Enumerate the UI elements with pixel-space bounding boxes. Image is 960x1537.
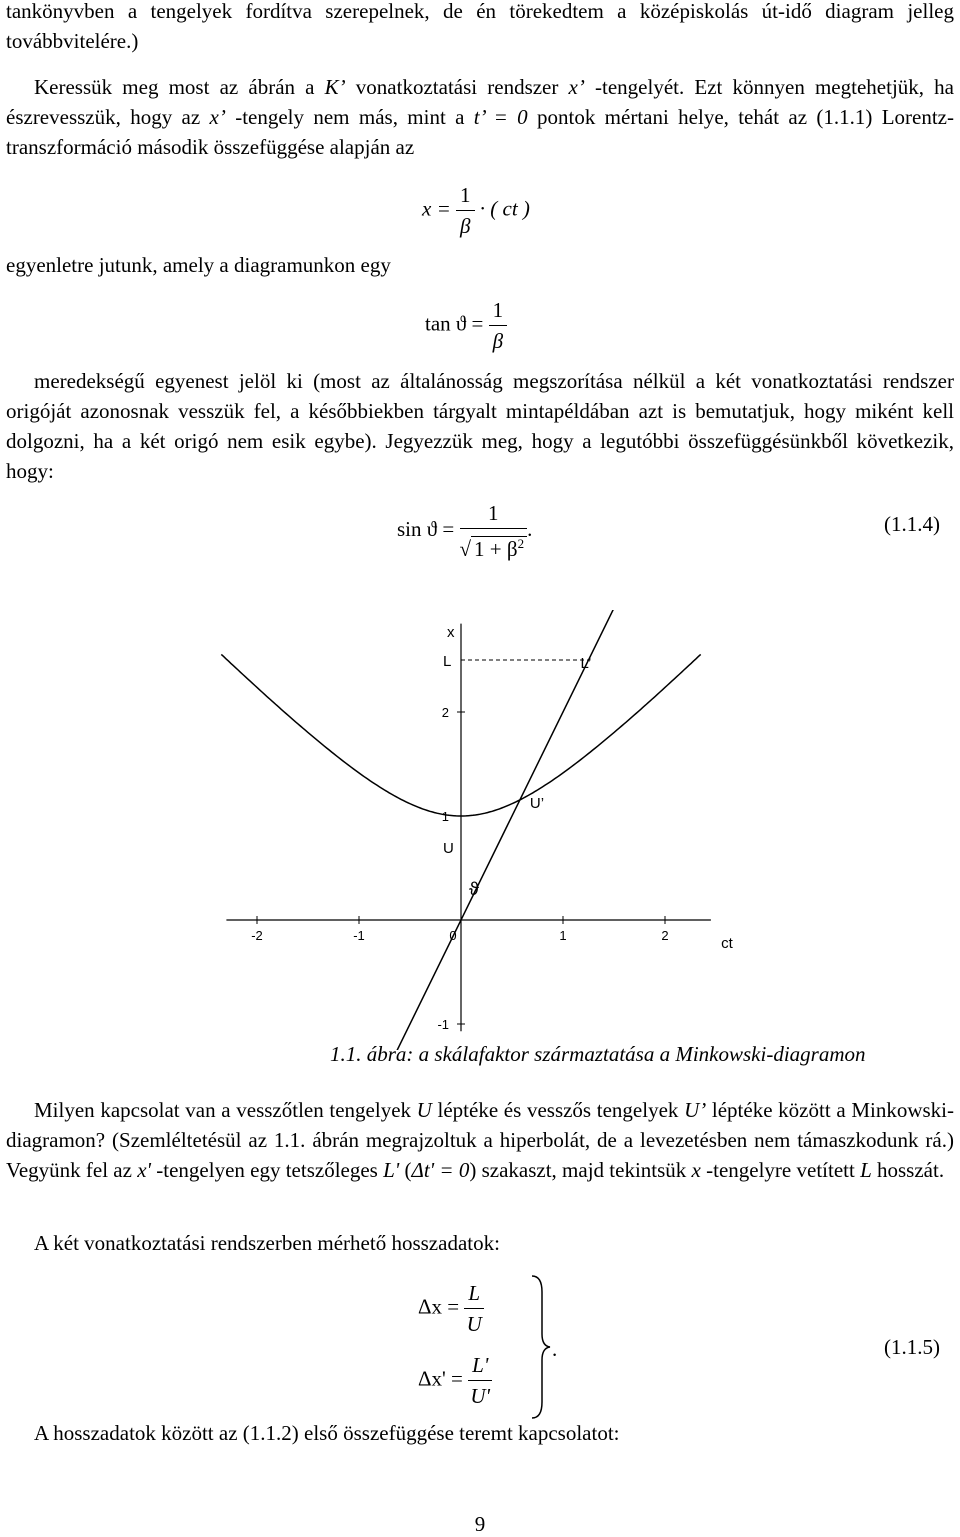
equation-lhs: Δx = [418, 1294, 460, 1319]
fraction-numerator: 1 [456, 180, 475, 211]
equation-number: (1.1.5) [884, 1335, 940, 1359]
label-theta: ϑ [469, 879, 480, 900]
fraction-numerator: 1 [489, 295, 508, 326]
fraction-denominator: β [460, 214, 471, 238]
equation-delta-x-prime [418, 1350, 492, 1411]
equation-tan-theta [425, 295, 507, 356]
fraction [464, 1278, 484, 1339]
text-run: pontok mértani helye, tehát az (1.1.1) Lorentz-transzformáció második összefüggése alapján az [6, 105, 954, 159]
paragraph-question [6, 1095, 954, 1185]
equation-rhs: · ( ct ) [479, 196, 530, 221]
text-run: -tengelyen egy tetszőleges [151, 1158, 384, 1182]
sqrt-icon: √ [459, 537, 472, 561]
math-x: x [691, 1158, 701, 1182]
exponent: 2 [517, 536, 525, 551]
axes [226, 624, 711, 1032]
x-prime-axis [361, 610, 630, 1050]
math-x-prime: x’ [568, 75, 585, 99]
fraction-denominator: U [466, 1312, 482, 1336]
labels [251, 624, 733, 1032]
fraction-numerator: L [464, 1278, 484, 1309]
minkowski-diagram [0, 610, 960, 1050]
paragraph-text: meredekségű egyenest jelöl ki (most az általánosság megszorítása nélkül a két vonatkoztatási rendszer origóját azonosnak vesszük fel, a későbbiekben tárgyalt mintapéldában azt is bemutatjuk, hogy miként kell dolgozni, ha a két origó nem esik egybe). Jegyezzük meg, hogy a legutóbbi összefüggésünkből következik, hogy: [6, 369, 954, 483]
fraction [456, 180, 475, 241]
paragraph-text: tankönyvben a tengelyek fordítva szerepelnek, de én törekedtem a középiskolás út-idő diagram jelleg továbbvitelére.) [6, 0, 954, 53]
math-L-prime: L' [383, 1158, 400, 1182]
equation-lhs: x = [422, 196, 451, 221]
x-tick-label: -1 [353, 928, 365, 943]
y-tick-label: -1 [437, 1017, 449, 1032]
page-number: 9 [474, 1512, 486, 1536]
fraction [489, 295, 508, 356]
text-run: vonatkoztatási rendszer [345, 75, 569, 99]
ct-axis-label: ct [721, 935, 733, 952]
fraction-denominator: U' [470, 1384, 491, 1408]
text-run: léptéke és vesszős tengelyek [431, 1098, 685, 1122]
text-run: -tengely nem más, mint a [225, 105, 474, 129]
radicand: 1 + β [474, 537, 518, 561]
fraction-numerator: L' [468, 1350, 492, 1381]
paragraph-text: A két vonatkoztatási rendszerben mérhető hosszadatok: [34, 1231, 500, 1255]
equation-lhs: Δx' = [418, 1366, 463, 1391]
fraction [468, 1350, 492, 1411]
fraction-denominator: β [492, 329, 504, 353]
label-U: U [443, 840, 454, 858]
x-tick-label: -2 [251, 928, 263, 943]
paragraph-intro [6, 0, 954, 56]
paragraph-text: A hosszadatok között az (1.1.2) első összefüggése teremt kapcsolatot: [34, 1421, 620, 1445]
text-run: Keressük meg most az ábrán a [34, 75, 325, 99]
paragraph-xprime-axis [6, 72, 954, 162]
equation-number: (1.1.4) [884, 512, 940, 536]
math-x-prime: x' [137, 1158, 152, 1182]
text-run: ( [399, 1158, 412, 1182]
text-run: -tengelyét. Ezt könnyen megtehetjük, ha észrevesszük, hogy az [6, 75, 954, 129]
math-t-prime-zero: t’ = 0 [473, 105, 528, 129]
math-x-prime: x’ [209, 105, 226, 129]
fraction-numerator: 1 [460, 498, 528, 529]
figure-caption: 1.1. ábra: a skálafaktor származtatása a Minkowski-diagramon [330, 1042, 866, 1066]
paragraph-lengths [6, 1228, 954, 1258]
math-K-prime: K’ [324, 75, 346, 99]
text-run: -tengelyre vetített [700, 1158, 861, 1182]
y-tick-label: 1 [441, 809, 449, 824]
math-L: L [860, 1158, 872, 1182]
math-U: U [416, 1098, 432, 1122]
sqrt-content [471, 536, 527, 561]
math-delta-t-prime: Δt' = 0 [411, 1158, 470, 1182]
equation-period: . [552, 1337, 558, 1361]
paragraph-equation-result [6, 250, 954, 280]
equation-lhs: sin ϑ = [397, 516, 455, 541]
text-run: hosszát. [871, 1158, 945, 1182]
label-L: L [443, 653, 452, 670]
paragraph-slope [6, 366, 954, 486]
equation-period: . [527, 516, 533, 541]
equation-delta-x [418, 1278, 484, 1339]
paragraph-relation [6, 1418, 954, 1448]
x-tick-label: 2 [661, 928, 669, 943]
x-tick-label: 1 [559, 928, 567, 943]
fraction-denominator [460, 529, 528, 564]
paragraph-text: egyenletre jutunk, amely a diagramunkon egy [6, 253, 391, 277]
text-run: Milyen kapcsolat van a vesszőtlen tengelyek [34, 1098, 417, 1122]
fraction [460, 498, 528, 564]
equation-lhs: tan ϑ = [425, 311, 484, 336]
x-tick-label: 0 [449, 928, 457, 943]
x-axis-label: x [447, 624, 455, 642]
label-U-prime: U’ [529, 794, 545, 812]
y-tick-label: 2 [441, 705, 449, 720]
equation-sin-theta [397, 498, 532, 564]
right-brace-icon [528, 1272, 552, 1422]
text-run: ) szakaszt, majd tekintsük [469, 1158, 692, 1182]
text-run: léptéke között a Minkowski-diagramon? (Szemléltetésül az 1.1. ábrán megrajzoltuk a hiperbolát, de a levezetésben nem támaszkodunk rá.) Vegyünk fel az [6, 1098, 954, 1182]
math-U-prime: U’ [684, 1098, 707, 1122]
equation-x-axis [422, 180, 530, 241]
label-L-prime: L’ [580, 655, 592, 672]
